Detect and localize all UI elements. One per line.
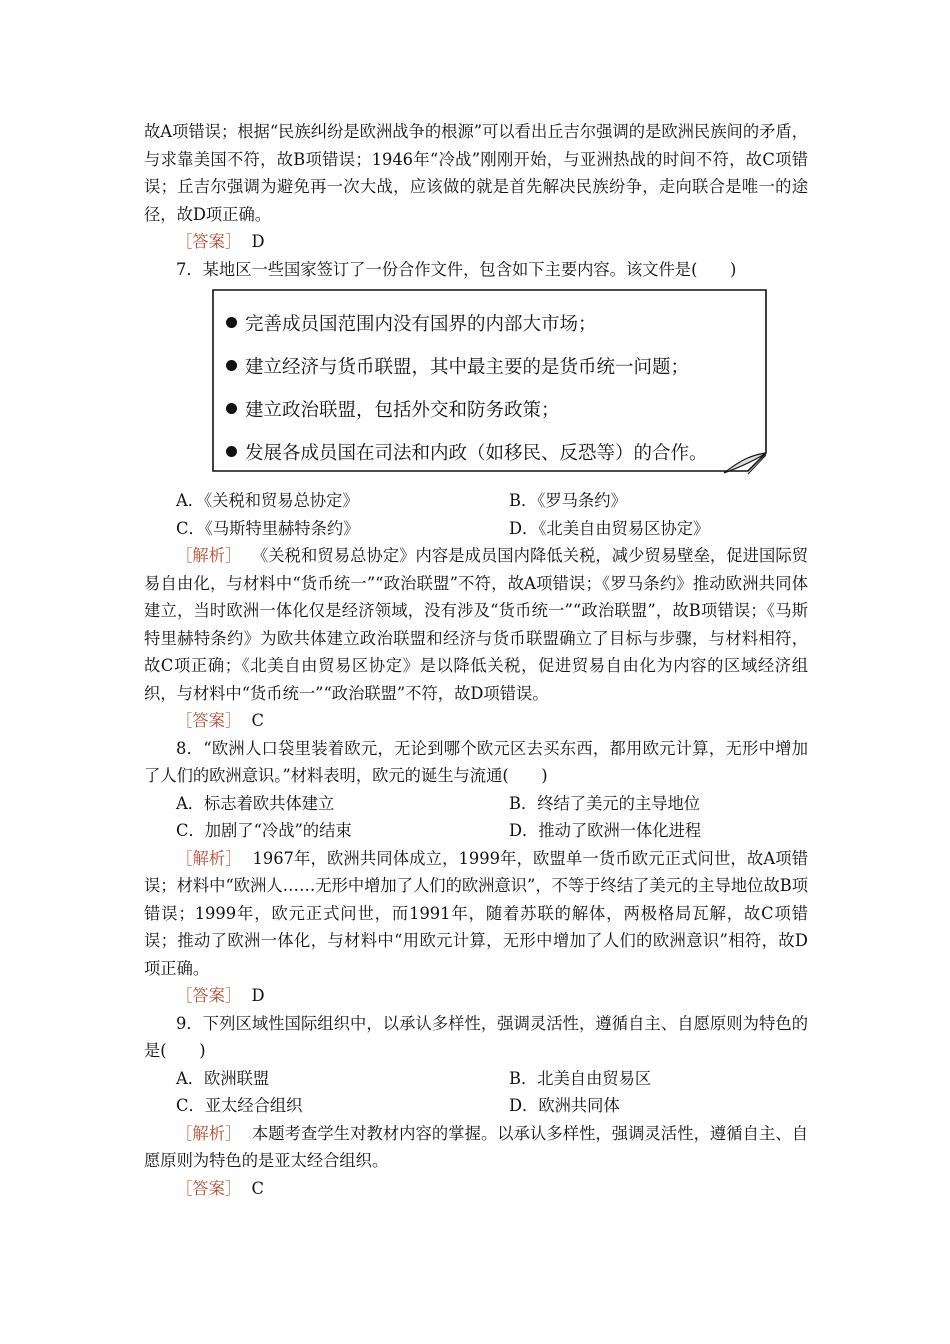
q8-stem: 8．“欧洲人口袋里装着欧元，无论到哪个欧元区去买东西，都用欧元计算，无形中增加了人们的欧洲意识。”材料表明，欧元的诞生与流通( ): [144, 738, 808, 785]
bullet-icon: [226, 403, 237, 414]
q8-analysis: ［解析］ 1967年，欧洲共同体成立，1999年，欧盟单一货币欧元正式问世，故A项错误；材料中“欧洲人……无形中增加了人们的欧洲意识”，不等于终结了美元的主导地位故B项错误；1999年，欧元正式问世，而1991年，随着苏联的解体，两极格局瓦解，故C项错误；推动了欧洲一体化，与材料中“用欧元计算，无形中增加了人们的欧洲意识”相符，故D项正确。: [144, 848, 808, 978]
bullet-icon: [226, 317, 237, 328]
q8-answer-line: [144, 982, 808, 1010]
material-item: 建立政治联盟，包括外交和防务政策；: [226, 389, 708, 432]
q6-analysis-continued: 故A项错误；根据“民族纠纷是欧洲战争的根源”可以看出丘吉尔强调的是欧洲民族间的矛盾，与求靠美国不符，故B项错误；1946年“冷战”刚刚开始，与亚洲热战的时间不符，故C项错误；丘吉尔强调为避免再一次大战，应该做的就是首先解决民族纷争，走向联合是唯一的途径，故D项正确。: [144, 122, 808, 224]
q9-analysis: ［解析］ 本题考查学生对教材内容的掌握。以承认多样性，强调灵活性，遵循自主、自愿原则为特色的是亚太经合组织。: [144, 1123, 808, 1170]
q9-answer: C: [251, 1178, 264, 1198]
answer-tag: ［答案］: [176, 232, 242, 251]
q8-answer: D: [251, 986, 265, 1005]
answer-tag: ［答案］: [176, 986, 242, 1005]
option-c: C．《马斯特里赫特条约》: [176, 518, 360, 538]
option-d: D．《北美自由贸易区协定》: [509, 518, 710, 538]
q7-answer: C: [251, 711, 264, 730]
option-d: D．推动了欧洲一体化进程: [509, 821, 702, 840]
option-b: B．北美自由贸易区: [509, 1068, 652, 1088]
option-b: B．《罗马条约》: [509, 491, 627, 510]
material-item: 发展各成员国在司法和内政（如移民、反恐等）的合作。: [226, 432, 708, 475]
option-b: B．终结了美元的主导地位: [509, 793, 701, 813]
option-d: D．欧洲共同体: [509, 1096, 620, 1115]
material-item: 完善成员国范围内没有国界的内部大市场；: [226, 303, 708, 346]
q9-stem: 9．下列区域性国际组织中，以承认多样性，强调灵活性，遵循自主、自愿原则为特色的是( ): [144, 1013, 808, 1060]
bullet-icon: [226, 360, 237, 371]
q9-answer-line: [144, 1175, 808, 1203]
analysis-tag: ［解析］: [176, 1123, 242, 1143]
q7-answer-line: [144, 707, 808, 735]
q6-answer-line: [144, 228, 808, 256]
answer-tag: ［答案］: [176, 1178, 242, 1198]
q8-options: [144, 790, 808, 845]
q7-stem: 7．某地区一些国家签订了一份合作文件，包含如下主要内容。该文件是( ): [176, 259, 737, 279]
option-a: A．标志着欧共体建立: [176, 793, 335, 813]
document-page: [144, 118, 808, 1202]
analysis-tag: ［解析］: [176, 848, 242, 868]
q6-answer: D: [251, 232, 265, 251]
option-a: A．欧洲联盟: [176, 1068, 270, 1088]
q7-analysis: ［解析］ 《关税和贸易总协定》内容是成员国内降低关税，减少贸易壁垒，促进国际贸易自由化，与材料中“货币统一”“政治联盟”不符，故A项错误；《罗马条约》推动欧洲共同体建立，当时欧洲一体化仅是经济领域，没有涉及“货币统一”“政治联盟”，故B项错误；《马斯特里赫特条约》为欧共体建立政治联盟和经济与货币联盟确立了目标与步骤，与材料相符，故C项正确；《北美自由贸易区协定》是以降低关税，促进贸易自由化为内容的区域经济组织，与材料中“货币统一”“政治联盟”不符，故D项错误。: [144, 546, 808, 703]
q7-options: [144, 487, 808, 542]
material-list: [226, 303, 708, 475]
q9-options: [144, 1065, 808, 1120]
option-a: A．《关税和贸易总协定》: [176, 491, 359, 510]
q7-material-box: [212, 289, 768, 475]
option-c: C．加剧了“冷战”的结束: [176, 821, 352, 840]
bullet-icon: [226, 446, 237, 457]
material-item: 建立经济与货币联盟，其中最主要的是货币统一问题；: [226, 346, 708, 389]
option-c: C．亚太经合组织: [176, 1096, 303, 1115]
answer-tag: ［答案］: [176, 711, 242, 730]
analysis-tag: ［解析］: [176, 546, 242, 565]
